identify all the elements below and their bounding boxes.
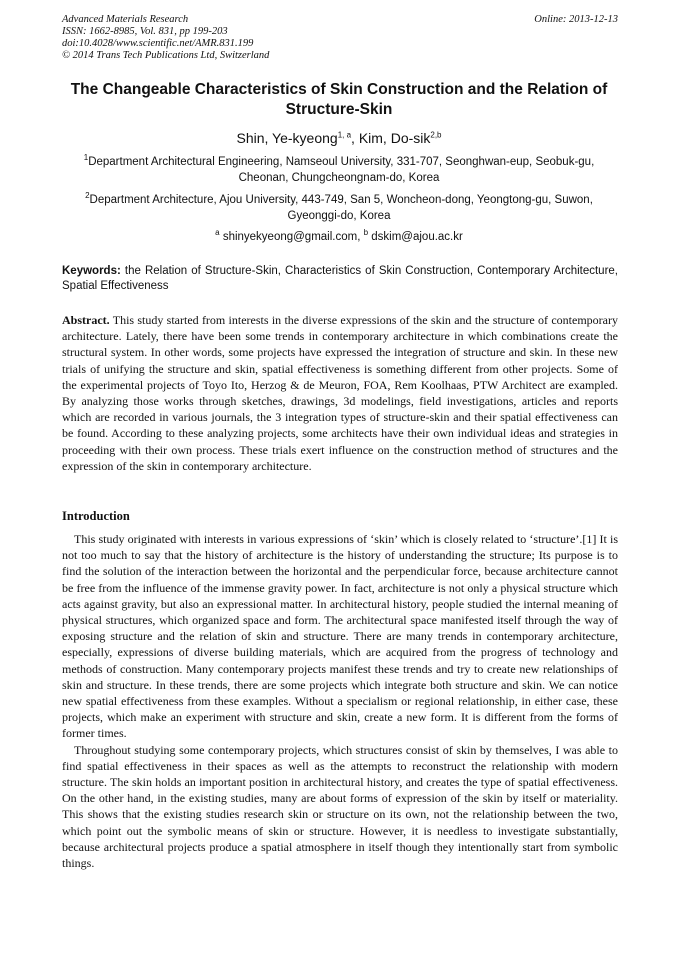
keywords-label: Keywords: — [62, 265, 121, 277]
author-separator: , — [351, 130, 359, 146]
doi-line: doi:10.4028/www.scientific.net/AMR.831.199 — [62, 38, 254, 49]
affiliation-2-sup: 2 — [85, 191, 90, 201]
section-heading-introduction: Introduction — [62, 509, 130, 523]
affiliation-1 — [60, 154, 618, 186]
email-b-sup: b — [363, 228, 369, 238]
email-a[interactable]: shinyekyeong@gmail.com — [222, 231, 358, 243]
keywords-block — [62, 264, 618, 294]
keywords-text: the Relation of Structure-Skin, Characteristics of Skin Construction, Contemporary Architecture, Spatial Effectiveness — [62, 265, 619, 292]
email-a-sup: a — [215, 228, 220, 238]
email-b[interactable]: dskim@ajou.ac.kr — [371, 231, 463, 243]
affiliation-1-sup: 1 — [83, 153, 89, 163]
online-date: Online: 2013-12-13 — [534, 14, 618, 25]
abstract-text: This study started from interests in the diverse expressions of the skin and the structure of contemporary architecture. Lately, there have been some trends in contemporary architecture in which combinations create the structural system. In other words, some projects have expressed the integration of structure and skin. In these new trials of unifying the structure and skin, spatial effectiveness is something different from other projects. Some of the experimental projects of Toyo Ito, Herzog & de Meuron, FOA, Rem Koolhaas, PTW Architect are exampled. By analyzing those works through sketches, drawings, 3d modelings, field investigations, articles and reports which are recorded in various journals, the 3 integration types of structure-skin and their spatial effectiveness can be found. According to these analyzing projects, some architects have their own individual ideas and strategies in proceeding with their own process. These trials exert influence on the construction method of structures and the expression of the skin in contemporary architecture. — [62, 313, 618, 473]
affiliation-2 — [60, 192, 618, 224]
abstract-block — [62, 312, 618, 474]
author-1-sup: 1, a — [337, 130, 352, 140]
abstract-label: Abstract. — [62, 313, 110, 327]
email-line — [40, 230, 638, 244]
author-line — [40, 129, 638, 147]
journal-name: Advanced Materials Research — [62, 14, 189, 25]
author-2: Kim, Do-sik — [358, 130, 431, 146]
intro-paragraph-2: Throughout studying some contemporary projects, which structures consist of skin by themselves, I was able to find spatial effectiveness in their spaces as well as the attempts to reconstruct the relationship with modern structure. The skin holds an important position in architectural history, and creates the type of spatial effectiveness. On the other hand, in the existing studies, many are about forms of expression of the skin by itself or materiality. This shows that the existing studies research skin or structure on its own, not the relationship between the two, which point out the symbolic means of skin or structure. However, it is needless to investigate substantially, because architectural projects produce a spatial atmosphere in itself though they intentionally start from symbolic things. — [62, 742, 618, 871]
author-1: Shin, Ye-kyeong — [236, 130, 338, 146]
intro-paragraph-1: This study originated with interests in various expressions of ‘skin’ which is closely related to ‘structure’.[1] It is not too much to say that the history of architecture is the history of understanding the structure; Its purpose is to find the solution of the interaction between the horizontal and the perpendicular force, because architecture cannot be free from the influence of the immense gravity power. In fact, architecture is not only a physical structure which acts against gravity, but also an expressional matter. In architectural history, people studied the internal meaning of physical structures, which organized space and form. The architectural space manifested itself through the way of exposing structure and the relation of skin and structure. There are many trends in contemporary architecture, especially, expressions of diverse building materials, which are acquired from the progress of technology and methods of construction. Many contemporary projects manifest these trends and try to create new relationships of skin and structure. In these trends, there are some projects which integrate both structure and skin. We can notice new spatial effectiveness from these examples. Without a specialism or regional relationship, in either case, these projects, which make an experiment with structure and skin, create a new form. It is different from the forms of former times. — [62, 532, 618, 741]
introduction-body — [62, 531, 618, 871]
affiliation-2-text: Department Architecture, Ajou University, 443-749, San 5, Woncheon-dong, Yeongtong-gu, Suwon, Gyeonggi-do, Korea — [89, 194, 593, 222]
author-2-sup: 2,b — [430, 130, 442, 140]
affiliation-1-text: Department Architectural Engineering, Namseoul University, 331-707, Seonghwan-eup, Seobuk-gu, Cheonan, Chungcheongnam-do, Korea — [88, 156, 595, 184]
journal-header — [62, 14, 618, 62]
copyright-line: © 2014 Trans Tech Publications Ltd, Switzerland — [62, 50, 270, 61]
paper-title: The Changeable Characteristics of Skin Construction and the Relation of Structure-Skin — [70, 81, 608, 118]
issn-line: ISSN: 1662-8985, Vol. 831, pp 199-203 — [62, 26, 228, 37]
email-separator: , — [357, 231, 364, 243]
